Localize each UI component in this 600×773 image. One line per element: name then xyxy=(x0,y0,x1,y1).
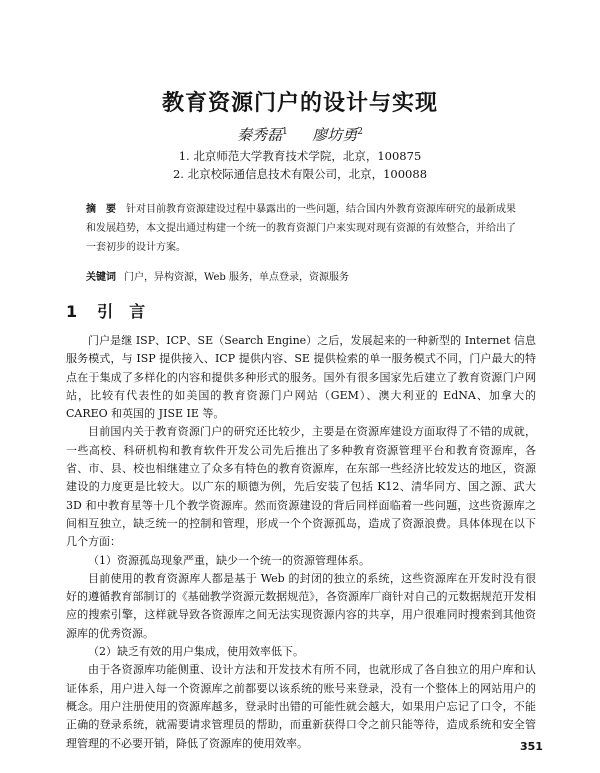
author-1: 秦秀磊 xyxy=(236,126,282,144)
paragraph: 门户是继 ISP、ICP、SE（Search Engine）之后，发展起来的一种新型的 Internet 信息服务模式，与 ISP 提供接入、ICP 提供内容、SE 提供检索的单一服务模式不同，门户最大的特点在于集成了多样化的内容和提供多种形式的服务。国外有很多国家先后建立了教育资源门户网站，比较有代表性的如美国的教育资源门户网站（GEM）、澳大利亚的 EdNA、加拿大的 CAREO 和英国的 JISE IE 等。 xyxy=(66,334,536,421)
abstract-text: 针对目前教育资源建设过程中暴露出的一些问题，结合国内外教育资源库研究的最新成果和发展趋势，本文提出通过构建一个统一的教育资源门户来实现对现有资源的有效整合，并给出了一套初步的设计方案。 xyxy=(86,204,516,253)
author-2: 廖坊勇 xyxy=(312,126,358,144)
affiliation-1: 1. 北京师范大学教育技术学院，北京，100875 xyxy=(178,149,422,163)
paragraph: 目前使用的教育资源库人都是基于 Web 的封闭的独立的系统，这些资源库在开发时没有很好的遵循教育部制订的《基础教学资源元数据规范》，各资源库厂商针对自己的元数据规范开发相应的搜索引擎，这样就导致各资源库之间无法实现资源内容的共享，用户很难同时搜索到其他资源库的优秀资源。 xyxy=(66,571,536,640)
keywords xyxy=(86,268,516,283)
paragraph: 由于各资源库功能侧重、设计方法和开发技术有所不同，也就形成了各自独立的用户库和认证体系，用户进入每一个资源库之前都要以该系统的账号来登录，没有一个整体上的网站用户的概念。用户注册使用的资源库越多，登录时出错的可能性就会越大，如果用户忘记了口令，不能正确的登录系统，就需要请求管理员的帮助，而重新获得口令之前只能等待，造成系统和安全管理管理的不必要开销，降低了资源库的使用效率。 xyxy=(66,663,536,750)
paragraph: （2）缺乏有效的用户集成，使用效率低下。 xyxy=(88,645,304,659)
author-1-affil-mark: 1 xyxy=(281,127,288,137)
abstract-label: 摘 要 xyxy=(86,204,116,215)
page-number: 351 xyxy=(520,740,543,753)
keywords-label: 关键词 xyxy=(86,272,116,283)
author-line xyxy=(0,124,600,145)
section-heading xyxy=(66,299,145,322)
paper-title: 教育资源门户的设计与实现 xyxy=(161,91,438,116)
abstract xyxy=(86,200,516,257)
author-2-affil-mark: 2 xyxy=(357,127,364,137)
paragraph: （1）资源孤岛现象严重，缺少一个统一的资源管理体系。 xyxy=(88,553,370,567)
section-number: 1 xyxy=(66,302,78,321)
section-title: 引 言 xyxy=(97,302,146,321)
body-text xyxy=(66,332,536,753)
affiliation-2: 2. 北京校际通信息技术有限公司，北京，100088 xyxy=(172,167,428,181)
keywords-text: 门户，异构资源，Web 服务，单点登录，资源服务 xyxy=(124,272,349,283)
paragraph: 目前国内关于教育资源门户的研究还比较少，主要是在资源库建设方面取得了不错的成就，一些高校、科研机构和教育软件开发公司先后推出了多种教育资源管理平台和教育资源库，各省、市、县、校也相继建立了众多有特色的教育资源库，在东部一些经济比较发达的地区，资源建设的力度更是比较大。以广东的顺德为例，先后安装了包括 K12、清华同方、国之源、武大 3D 和中教育星等十几个教学资源库。然而资源建设的背后同样面临着一些问题，这些资源库之间相互独立，缺乏统一的控制和管理，形成一个个资源孤岛，造成了资源浪费。具体体现在以下几个方面： xyxy=(66,425,536,549)
